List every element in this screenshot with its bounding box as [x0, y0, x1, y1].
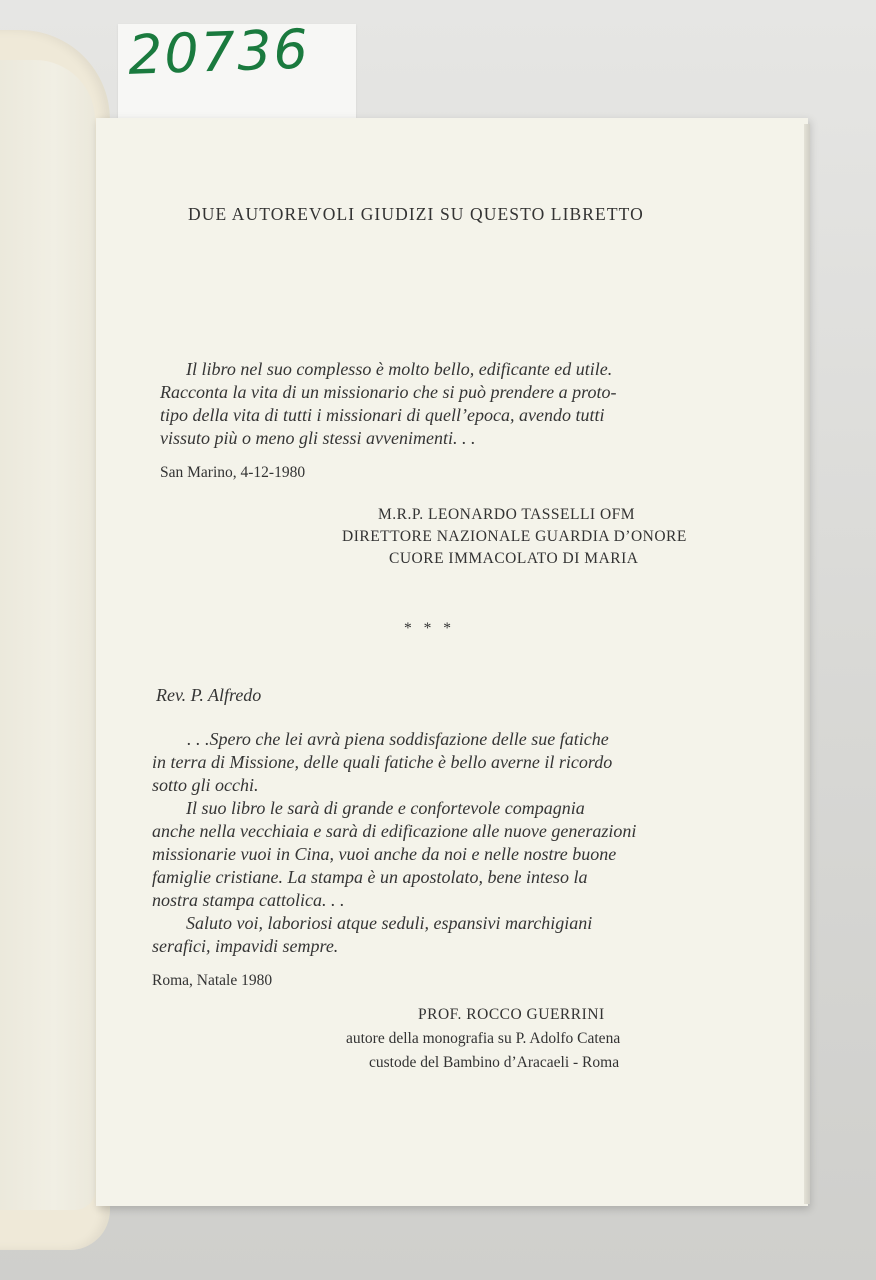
letter-line: missionarie vuoi in Cina, vuoi anche da noi e nelle nostre buone: [152, 844, 617, 864]
letter-line: in terra di Missione, delle quali fatiche è bello averne il ricordo: [152, 752, 613, 772]
letter-line: . . .Spero che lei avrà piena soddisfazione delle sue fatiche: [187, 729, 609, 749]
quote-line: Il libro nel suo complesso è molto bello, edificante ed utile.: [186, 359, 613, 379]
salutation: Rev. P. Alfredo: [156, 685, 262, 705]
quote-line: vissuto più o meno gli stessi avvenimenti. . .: [160, 428, 476, 448]
signature-title: custode del Bambino d’Aracaeli - Roma: [369, 1054, 620, 1071]
quote-line: Racconta la vita di un missionario che si può prendere a proto-: [160, 382, 617, 402]
letter-line: sotto gli occhi.: [152, 775, 259, 795]
separator: * * *: [404, 620, 455, 637]
place-date: San Marino, 4-12-1980: [160, 464, 306, 481]
signature-name: M.R.P. LEONARDO TASSELLI OFM: [378, 506, 636, 523]
letter-line: serafici, impavidi sempre.: [152, 936, 339, 956]
page-heading: DUE AUTOREVOLI GIUDIZI SU QUESTO LIBRETTO: [188, 204, 644, 224]
page-stack-edge: [804, 124, 810, 1204]
letter-line: famiglie cristiane. La stampa è un apostolato, bene inteso la: [152, 867, 588, 887]
letter-line: Saluto voi, laboriosi atque seduli, espansivi marchigiani: [186, 913, 593, 933]
place-date: Roma, Natale 1980: [152, 972, 273, 989]
inventory-number: 20736: [126, 17, 311, 87]
left-page: [0, 60, 95, 1210]
signature-title: CUORE IMMACOLATO DI MARIA: [389, 550, 639, 567]
signature-title: DIRETTORE NAZIONALE GUARDIA D’ONORE: [342, 528, 687, 545]
letter-line: anche nella vecchiaia e sarà di edificazione alle nuove generazioni: [152, 821, 637, 841]
letter-line: Il suo libro le sarà di grande e confortevole compagnia: [186, 798, 585, 818]
signature-title: autore della monografia su P. Adolfo Catena: [346, 1030, 621, 1047]
signature-name: PROF. ROCCO GUERRINI: [418, 1006, 605, 1023]
quote-line: tipo della vita di tutti i missionari di quell’epoca, avendo tutti: [160, 405, 605, 425]
letter-line: nostra stampa cattolica. . .: [152, 890, 345, 910]
